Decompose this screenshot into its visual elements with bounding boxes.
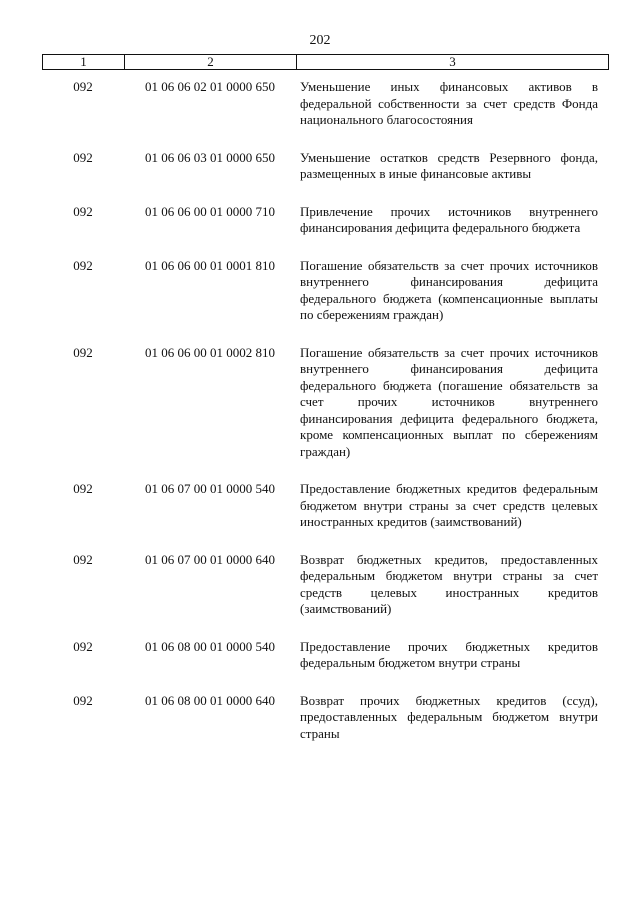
- budget-code: 01 06 06 03 01 0000 650: [145, 149, 275, 165]
- budget-code: 01 06 07 00 01 0000 640: [145, 551, 275, 567]
- table-row: [42, 79, 609, 129]
- table-row: [42, 693, 609, 743]
- admin-code: 092: [73, 551, 93, 567]
- row-description: Предоставление прочих бюджетных кредитов федеральным бюджетом внутри страны: [300, 638, 598, 670]
- admin-code: 092: [73, 149, 93, 165]
- admin-code: 092: [73, 692, 93, 708]
- budget-code: 01 06 06 00 01 0002 810: [145, 344, 275, 360]
- header-col-2: 2: [125, 55, 297, 69]
- row-description: Уменьшение остатков средств Резервного фонда, размещенных в иные финансовые активы: [300, 149, 598, 181]
- table-row: [42, 204, 609, 237]
- table-row: [42, 552, 609, 618]
- table-body: [42, 79, 609, 742]
- table-row: [42, 481, 609, 531]
- admin-code: 092: [73, 79, 93, 94]
- header-col-3: 3: [449, 54, 456, 69]
- budget-code: 01 06 07 00 01 0000 540: [145, 481, 275, 496]
- budget-code: 01 06 06 00 01 0001 810: [145, 257, 275, 273]
- row-description: Предоставление бюджетных кредитов федеральным бюджетом внутри страны за счет средств целевых иностранных кредитов (заимствований): [300, 481, 598, 529]
- row-description: Погашение обязательств за счет прочих источников внутреннего финансирования дефицита федерального бюджета (погашение обязательств за счет прочих источников внутреннего финансирования дефицита федерального бюджета, кроме компенсационных выплат по сбережениям граждан): [300, 344, 598, 459]
- admin-code: 092: [73, 344, 93, 360]
- admin-code: 092: [73, 638, 93, 654]
- row-description: Уменьшение иных финансовых активов в федеральной собственности за счет средств Фонда национального благосостояния: [300, 79, 598, 127]
- page-number: 202: [309, 33, 331, 48]
- budget-code: 01 06 08 00 01 0000 540: [145, 638, 275, 654]
- table-row: [42, 258, 609, 324]
- table-row: [42, 150, 609, 183]
- budget-code: 01 06 08 00 01 0000 640: [145, 692, 275, 708]
- row-description: Погашение обязательств за счет прочих источников внутреннего финансирования дефицита федерального бюджета (компенсационные выплаты по сбережениям граждан): [300, 257, 598, 322]
- admin-code: 092: [73, 481, 93, 496]
- admin-code: 092: [73, 257, 93, 273]
- admin-code: 092: [73, 203, 93, 219]
- budget-code: 01 06 06 02 01 0000 650: [145, 79, 275, 94]
- row-description: Привлечение прочих источников внутреннего финансирования дефицита федерального бюджета: [300, 203, 598, 235]
- table-header: [42, 54, 609, 70]
- table-row: [42, 345, 609, 461]
- row-description: Возврат прочих бюджетных кредитов (ссуд), предоставленных федеральным бюджетом внутри страны: [300, 692, 598, 741]
- table-row: [42, 639, 609, 672]
- row-description: Возврат бюджетных кредитов, предоставленных федеральным бюджетом внутри страны за счет средств целевых иностранных кредитов (заимствований): [300, 551, 598, 616]
- header-col-1: 1: [43, 55, 125, 69]
- budget-code: 01 06 06 00 01 0000 710: [145, 203, 275, 219]
